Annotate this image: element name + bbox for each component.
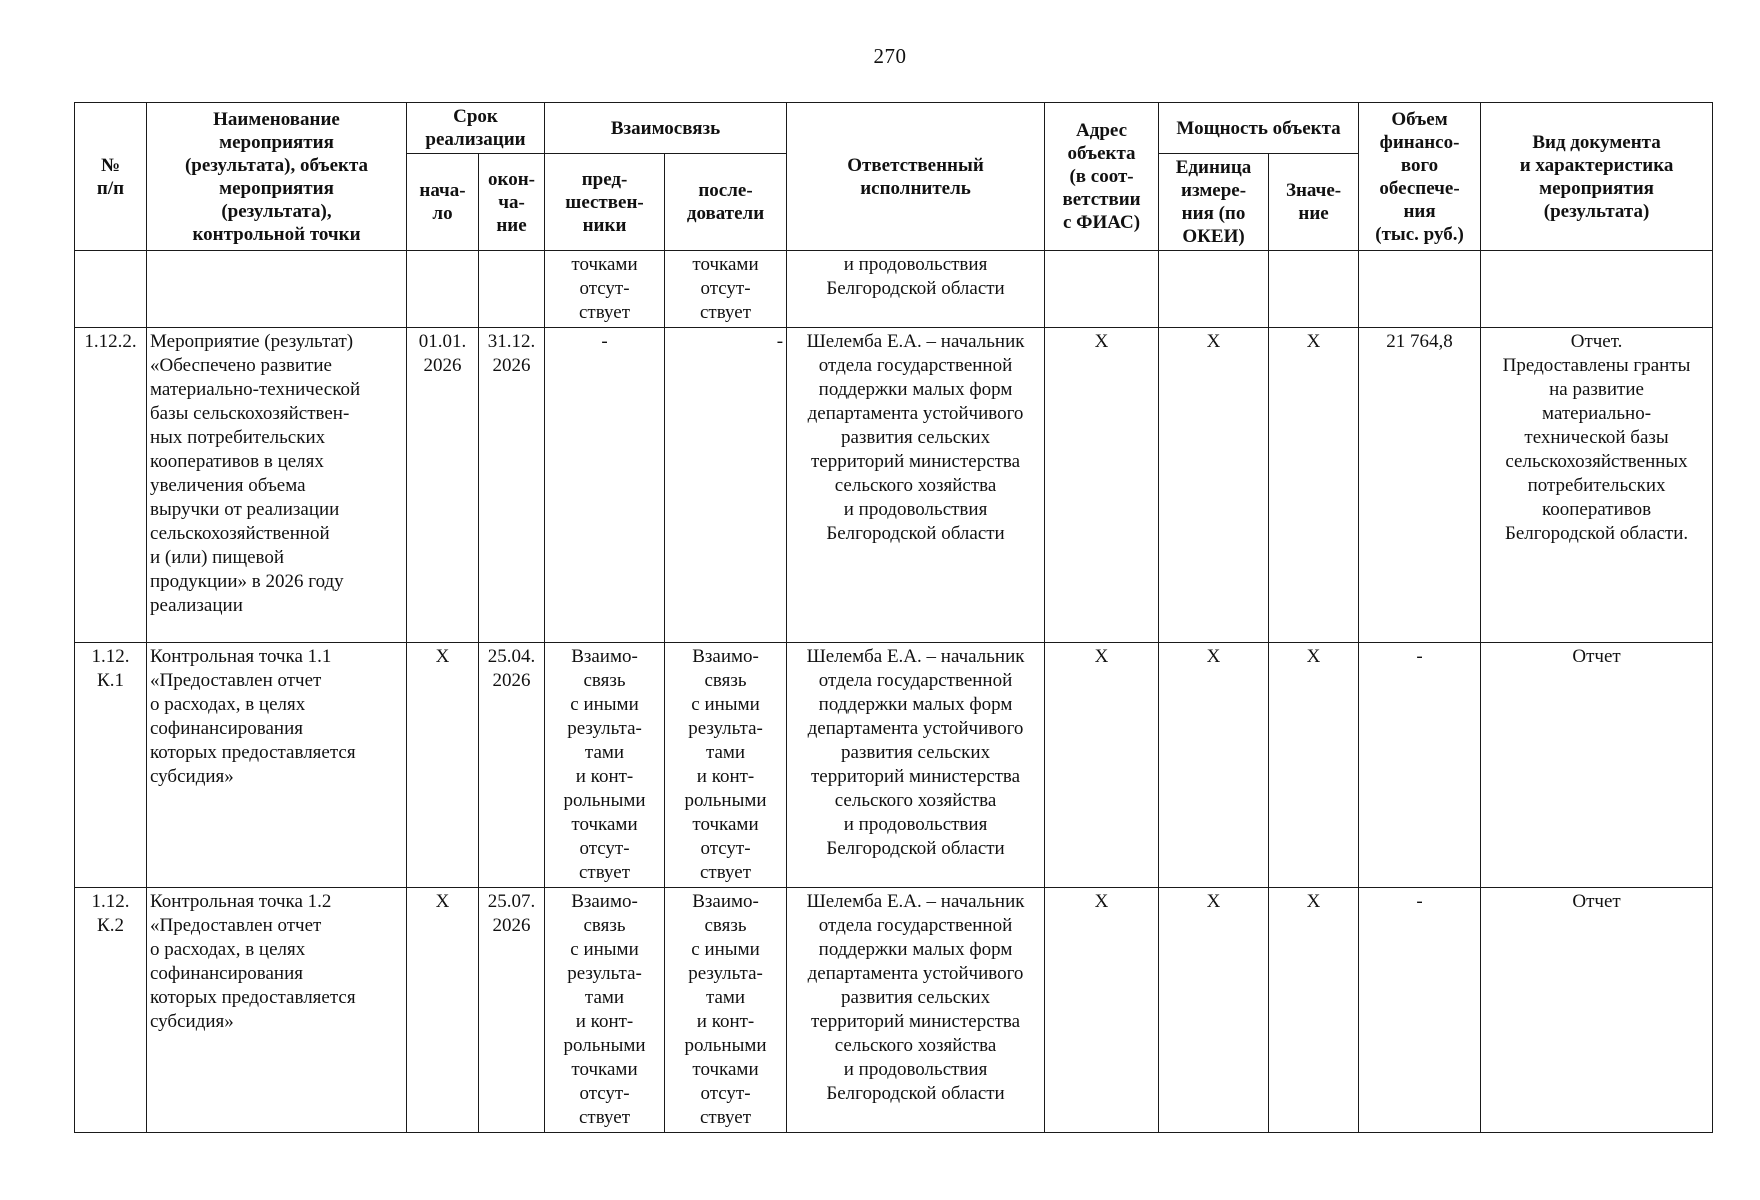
cell-start: 01.01. 2026 <box>407 328 479 643</box>
cell-unit: X <box>1159 888 1269 1133</box>
cell-successors: точками отсут- ствует <box>665 251 787 328</box>
cell-name: Контрольная точка 1.1 «Предоставлен отчет о расходах, в целях софинансирования которых предоставляется субсидия» <box>147 643 407 888</box>
cell-doc: Отчет. Предоставлены гранты на развитие материально- технической базы сельскохозяйственных потребительских кооперативов Белгородской области. <box>1481 328 1713 643</box>
plan-table <box>74 102 1713 1133</box>
cell-predecessors: Взаимо- связь с иными результа- тами и конт- рольными точками отсут- ствует <box>545 888 665 1133</box>
header-predecessors: пред- шествен- ники <box>545 154 665 251</box>
cell-successors: - <box>665 328 787 643</box>
cell-doc <box>1481 251 1713 328</box>
cell-responsible: и продовольствия Белгородской области <box>787 251 1045 328</box>
cell-responsible: Шелемба Е.А. – начальник отдела государственной поддержки малых форм департамента устойчивого развития сельских территорий министерства сельского хозяйства и продовольствия Белгородской области <box>787 328 1045 643</box>
cell-value <box>1269 251 1359 328</box>
cell-num <box>75 251 147 328</box>
cell-successors: Взаимо- связь с иными результа- тами и конт- рольными точками отсут- ствует <box>665 888 787 1133</box>
cell-end: 31.12. 2026 <box>479 328 545 643</box>
header-capacity: Мощность объекта <box>1159 103 1359 154</box>
cell-unit: X <box>1159 643 1269 888</box>
cell-name: Мероприятие (результат) «Обеспечено развитие материально-технической базы сельскохозяйствен- ных потребительских кооперативов в целях увеличения объема выручки от реализации сельскохозяйственной и (или) пищевой продукции» в 2026 году реализации <box>147 328 407 643</box>
header-funding: Объем финансо- вого обеспече- ния (тыс. руб.) <box>1359 103 1481 251</box>
cell-responsible: Шелемба Е.А. – начальник отдела государственной поддержки малых форм департамента устойчивого развития сельских территорий министерства сельского хозяйства и продовольствия Белгородской области <box>787 643 1045 888</box>
header-successors: после- дователи <box>665 154 787 251</box>
cell-value: X <box>1269 888 1359 1133</box>
cell-num: 1.12. К.1 <box>75 643 147 888</box>
cell-address: X <box>1045 328 1159 643</box>
cell-value: X <box>1269 643 1359 888</box>
header-term: Срок реализации <box>407 103 545 154</box>
cell-start: X <box>407 888 479 1133</box>
header-name: Наименование мероприятия (результата), объекта мероприятия (результата), контрольной точки <box>147 103 407 251</box>
cell-responsible: Шелемба Е.А. – начальник отдела государственной поддержки малых форм департамента устойчивого развития сельских территорий министерства сельского хозяйства и продовольствия Белгородской области <box>787 888 1045 1133</box>
cell-start <box>407 251 479 328</box>
cell-unit <box>1159 251 1269 328</box>
cell-doc: Отчет <box>1481 888 1713 1133</box>
table-row <box>75 888 1713 1133</box>
header-responsible: Ответственный исполнитель <box>787 103 1045 251</box>
header-doc: Вид документа и характеристика мероприятия (результата) <box>1481 103 1713 251</box>
page-number: 270 <box>873 44 907 68</box>
cell-end <box>479 251 545 328</box>
cell-address <box>1045 251 1159 328</box>
cell-end: 25.04. 2026 <box>479 643 545 888</box>
cell-doc: Отчет <box>1481 643 1713 888</box>
header-start: нача- ло <box>407 154 479 251</box>
cell-funding <box>1359 251 1481 328</box>
table-row <box>75 643 1713 888</box>
header-end: окон- ча- ние <box>479 154 545 251</box>
cell-funding: - <box>1359 643 1481 888</box>
cell-funding: - <box>1359 888 1481 1133</box>
cell-successors: Взаимо- связь с иными результа- тами и конт- рольными точками отсут- ствует <box>665 643 787 888</box>
cell-value: X <box>1269 328 1359 643</box>
cell-end: 25.07. 2026 <box>479 888 545 1133</box>
cell-predecessors: - <box>545 328 665 643</box>
cell-num: 1.12.2. <box>75 328 147 643</box>
cell-address: X <box>1045 643 1159 888</box>
header-relation: Взаимосвязь <box>545 103 787 154</box>
cell-predecessors: Взаимо- связь с иными результа- тами и конт- рольными точками отсут- ствует <box>545 643 665 888</box>
cell-address: X <box>1045 888 1159 1133</box>
cell-start: X <box>407 643 479 888</box>
table-row <box>75 251 1713 328</box>
header-address: Адрес объекта (в соот- ветствии с ФИАС) <box>1045 103 1159 251</box>
table-header <box>75 103 1713 251</box>
cell-name: Контрольная точка 1.2 «Предоставлен отчет о расходах, в целях софинансирования которых предоставляется субсидия» <box>147 888 407 1133</box>
header-unit: Единица измере- ния (по ОКЕИ) <box>1159 154 1269 251</box>
header-num: № п/п <box>75 103 147 251</box>
cell-unit: X <box>1159 328 1269 643</box>
cell-num: 1.12. К.2 <box>75 888 147 1133</box>
cell-name <box>147 251 407 328</box>
table-body <box>75 251 1713 1133</box>
cell-predecessors: точками отсут- ствует <box>545 251 665 328</box>
cell-funding: 21 764,8 <box>1359 328 1481 643</box>
table-row <box>75 328 1713 643</box>
header-value: Значе- ние <box>1269 154 1359 251</box>
